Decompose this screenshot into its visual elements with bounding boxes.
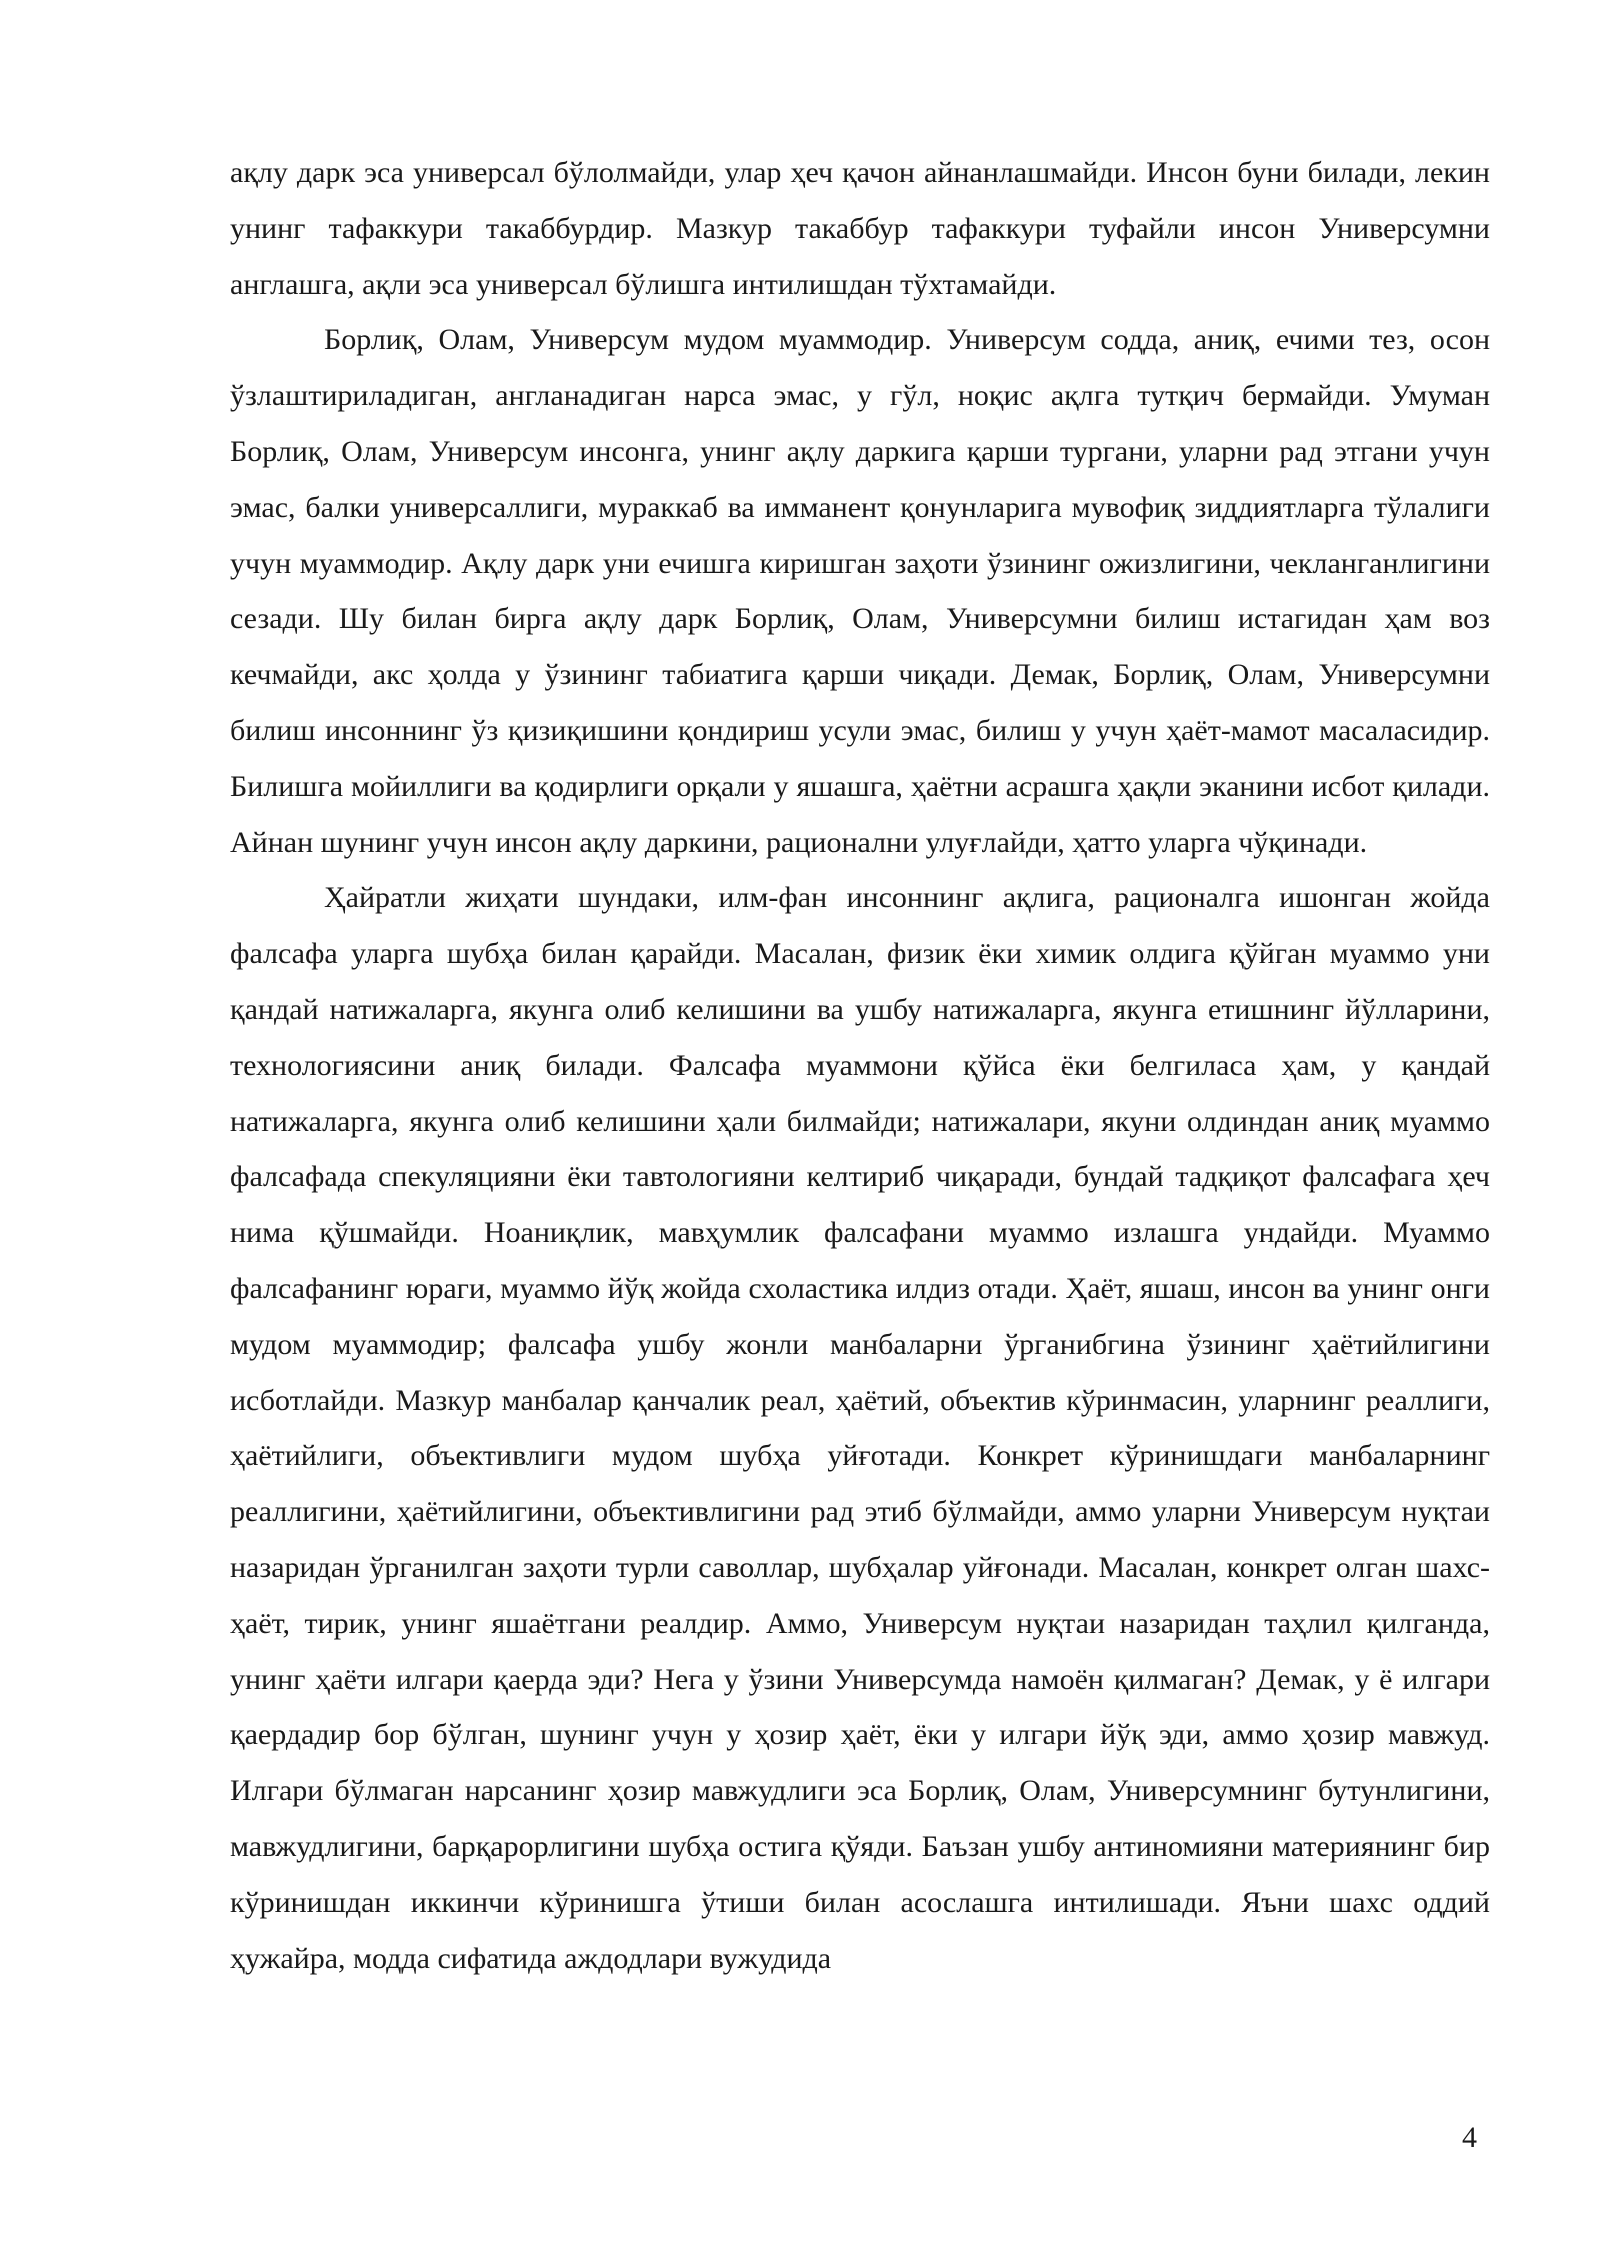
page-number: 4: [1462, 2121, 1477, 2154]
paragraph-1: ақлу дарк эса универсал бўлолмайди, улар ҳеч қачон айнанлашмайди. Инсон буни билади, лекин унинг тафаккури такаббурдир. Мазкур такаббур тафаккури туфайли инсон Универсумни англашга, ақли эса универсал бўлишга интилишдан тўхтамайди.: [230, 156, 1490, 301]
document-page: [230, 145, 1490, 1986]
paragraph-2: Борлиқ, Олам, Универсум мудом муаммодир. Универсум содда, аниқ, ечими тез, осон ўзлаштириладиган, англанадиган нарса эмас, у гўл, ноқис ақлга тутқич бермайди. Умуман Борлиқ, Олам, Универсум инсонга, унинг ақлу даркига қарши тургани, уларни рад этгани учун эмас, балки универсаллиги, мураккаб ва имманент қонунларига мувофиқ зиддиятларга тўлалиги учун муаммодир. Ақлу дарк уни ечишга киришган заҳоти ўзининг ожизлигини, чекланганлигини сезади. Шу билан бирга ақлу дарк Борлиқ, Олам, Универсумни билиш истагидан ҳам воз кечмайди, акс ҳолда у ўзининг табиатига қарши чиқади. Демак, Борлиқ, Олам, Универсумни билиш инсоннинг ўз қизиқишини қондириш усули эмас, билиш у учун ҳаёт-мамот масаласидир. Билишга мойиллиги ва қодирлиги орқали у яшашга, ҳаётни асрашга ҳақли эканини исбот қилади. Айнан шунинг учун инсон ақлу даркини, рационални улуғлайди, ҳатто уларга чўқинади.: [230, 323, 1490, 859]
paragraph-3: Ҳайратли жиҳати шундаки, илм-фан инсоннинг ақлига, рационалга ишонган жойда фалсафа уларга шубҳа билан қарайди. Масалан, физик ёки химик олдига қўйган муаммо уни қандай натижаларга, якунга олиб келишини ва ушбу натижаларга, якунга етишнинг йўлларини, технологиясини аниқ билади. Фалсафа муаммони қўйса ёки белгиласа ҳам, у қандай натижаларга, якунга олиб келишини ҳали билмайди; натижалари, якуни олдиндан аниқ муаммо фалсафада спекуляцияни ёки тавтологияни келтириб чиқаради, бундай тадқиқот фалсафага ҳеч нима қўшмайди. Ноаниқлик, мавҳумлик фалсафани муаммо излашга ундайди. Муаммо фалсафанинг юраги, муаммо йўқ жойда схоластика илдиз отади. Ҳаёт, яшаш, инсон ва унинг онги мудом муаммодир; фалсафа ушбу жонли манбаларни ўрганибгина ўзининг ҳаётийлигини исботлайди. Мазкур манбалар қанчалик реал, ҳаётий, объектив кўринмасин, уларнинг реаллиги, ҳаётийлиги, объективлиги мудом шубҳа уйғотади. Конкрет кўринишдаги манбаларнинг реаллигини, ҳаётийлигини, объективлигини рад этиб бўлмайди, аммо уларни Универсум нуқтаи назаридан ўрганилган заҳоти турли саволлар, шубҳалар уйғонади. Масалан, конкрет олган шахс-ҳаёт, тирик, унинг яшаётгани реалдир. Аммо, Универсум нуқтаи назаридан таҳлил қилганда, унинг ҳаёти илгари қаерда эди? Нега у ўзини Универсумда намоён қилмаган? Демак, у ё илгари қаердадир бор бўлган, шунинг учун у ҳозир ҳаёт, ёки у илгари йўқ эди, аммо ҳозир мавжуд. Илгари бўлмаган нарсанинг ҳозир мавжудлиги эса Борлиқ, Олам, Универсумнинг бутунлигини, мавжудлигини, барқарорлигини шубҳа остига қўяди. Баъзан ушбу антиномияни материянинг бир кўринишдан иккинчи кўринишга ўтиши билан асослашга интилишади. Яъни шахс оддий ҳужайра, модда сифатида аждодлари вужудида: [230, 881, 1490, 1975]
